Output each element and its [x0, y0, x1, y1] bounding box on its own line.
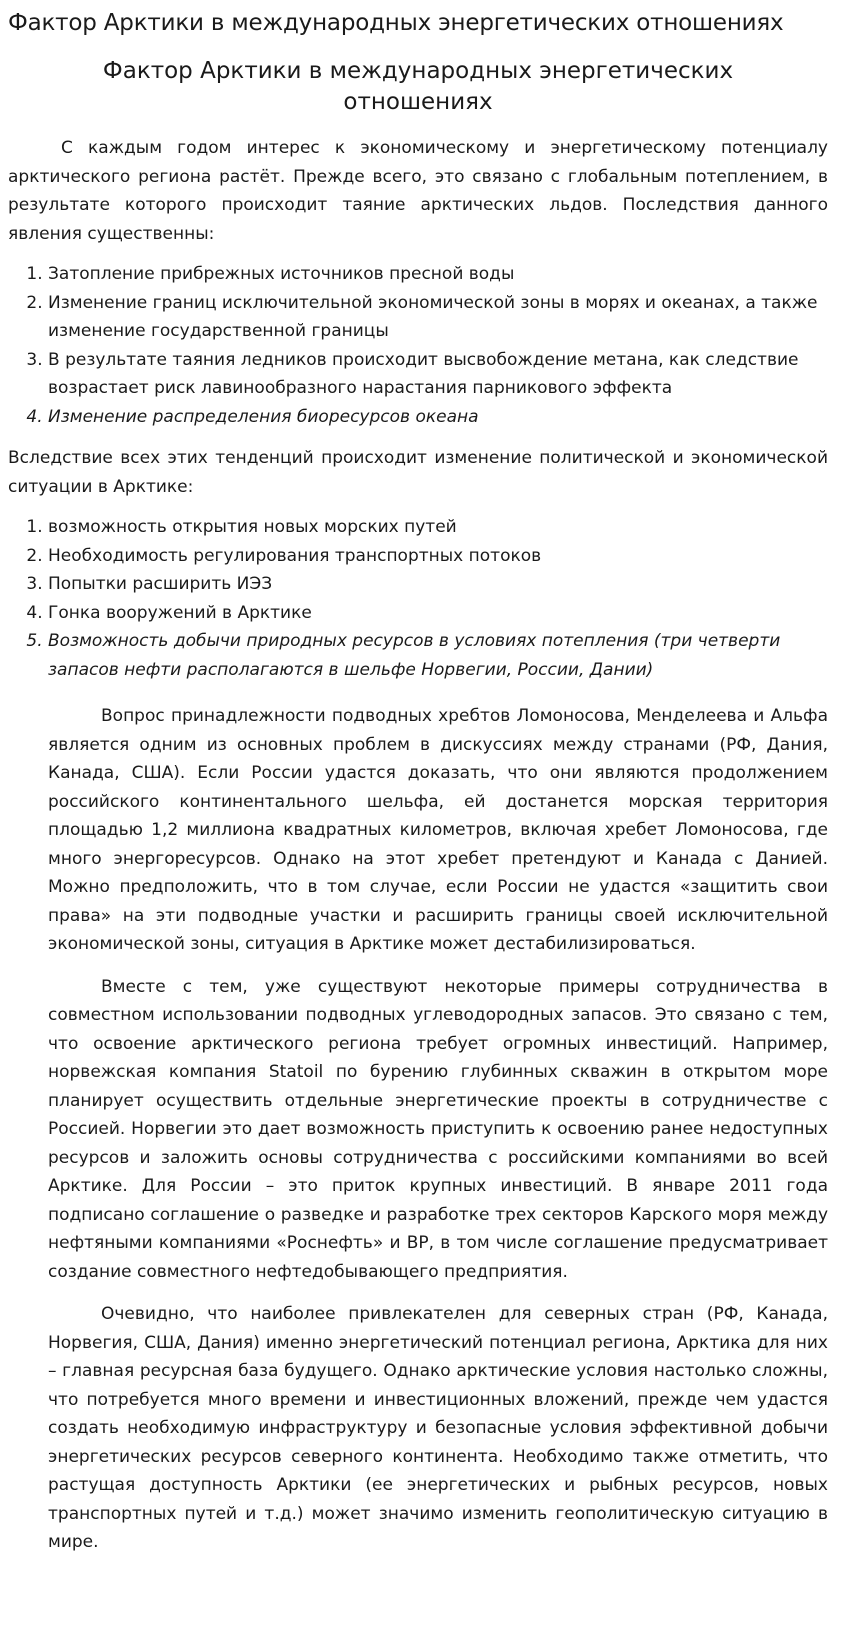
transition-paragraph: Вследствие всех этих тенденций происходит изменение политической и экономической ситуации в Арктике:: [8, 448, 828, 497]
list-item: 2. Изменение границ исключительной экономической зоны в морях и океанах, а также изменение государственной границы: [48, 289, 828, 346]
list-item: 3. В результате таяния ледников происходит высвобождение метана, как следствие возрастает риск лавинообразного нарастания парникового эффекта: [48, 346, 828, 403]
list-item: 4. Изменение распределения биоресурсов океана: [48, 403, 828, 432]
list-item: 3. Попытки расширить ИЭЗ: [48, 570, 828, 599]
trends-list: [8, 513, 828, 684]
document-title: Фактор Арктики в международных энергетических отношениях: [8, 10, 784, 36]
list-item: 5. Возможность добычи природных ресурсов в условиях потепления (три четверти запасов нефти располагаются в шельфе Норвегии, России, Дании): [48, 627, 828, 684]
body-paragraph-conclusion: Очевидно, что наиболее привлекателен для северных стран (РФ, Канада, Норвегия, США, Дания) именно энергетический потенциал региона, Арктика для них – главная ресурсная база будущего. Однако арктические условия настолько сложны, что потребуется много времени и инвестиционных вложений, прежде чем удастся создать необходимую инфраструктуру и безопасные условия эффективной добычи энергетических ресурсов северного континента. Необходимо также отметить, что растущая доступность Арктики (ее энергетических и рыбных ресурсов, новых транспортных путей и т.д.) может значимо изменить геополитическую ситуацию в мире.: [48, 1304, 828, 1552]
document-page: [0, 8, 847, 1557]
body-paragraph-ridges: Вопрос принадлежности подводных хребтов Ломоносова, Менделеева и Альфа является одним из основных проблем в дискуссиях между странами (РФ, Дания, Канада, США). Если России удастся доказать, что они являются продолжением российского континентального шельфа, ей достанется морская территория площадью 1,2 миллиона квадратных километров, включая хребет Ломоносова, где много энергоресурсов. Однако на этот хребет претендуют и Канада с Данией. Можно предположить, что в том случае, если России не удастся «защитить свои права» на эти подводные участки и расширить границы своей исключительной экономической зоны, ситуация в Арктике может дестабилизироваться.: [48, 706, 828, 954]
intro-paragraph: С каждым годом интерес к экономическому и энергетическому потенциалу арктического региона растёт. Прежде всего, это связано с глобальным потеплением, в результате которого происходит таяние арктических льдов. Последствия данного явления существенны:: [8, 138, 828, 244]
list-item: 1. возможность открытия новых морских путей: [48, 513, 828, 542]
consequences-list: [8, 260, 828, 431]
list-item: 2. Необходимость регулирования транспортных потоков: [48, 542, 828, 571]
list-item: 4. Гонка вооружений в Арктике: [48, 599, 828, 628]
article-heading: Фактор Арктики в международных энергетических отношениях: [102, 58, 734, 115]
list-item: 1. Затопление прибрежных источников пресной воды: [48, 260, 828, 289]
body-paragraph-cooperation: Вместе с тем, уже существуют некоторые примеры сотрудничества в совместном использовании подводных углеводородных запасов. Это связано с тем, что освоение арктического региона требует огромных инвестиций. Например, норвежская компания Statoil по бурению глубинных скважин в открытом море планирует осуществить отдельные энергетические проекты в сотрудничестве с Россией. Норвегии это дает возможность приступить к освоению ранее недоступных ресурсов и заложить основы сотрудничества с российскими компаниями во всей Арктике. Для России – это приток крупных инвестиций. В январе 2011 года подписано соглашение о разведке и разработке трех секторов Карского моря между нефтяными компаниями «Роснефть» и BP, в том числе соглашение предусматривает создание совместного нефтедобывающего предприятия.: [48, 976, 828, 1282]
